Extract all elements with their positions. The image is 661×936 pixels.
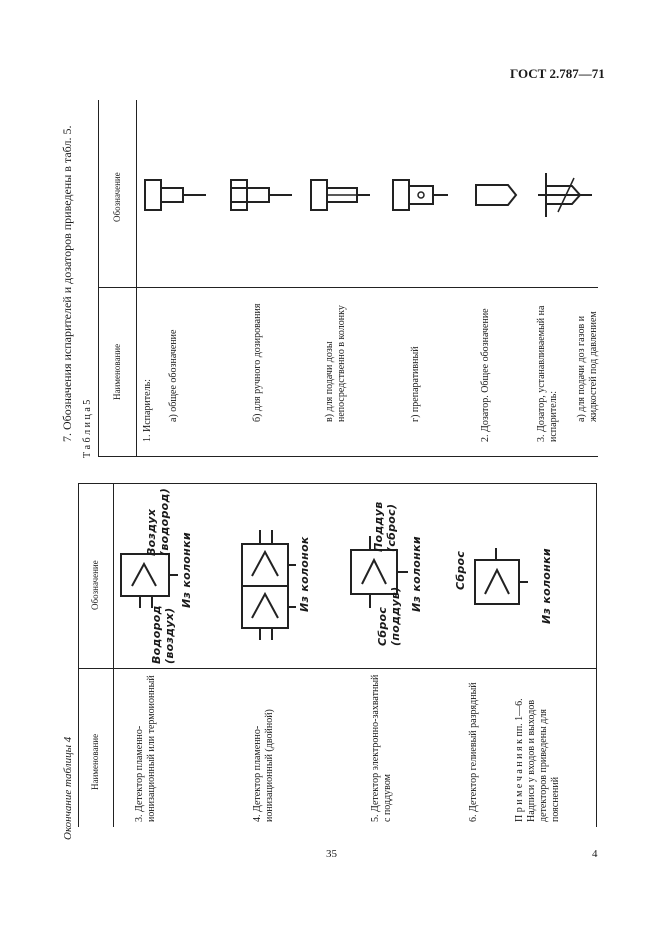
left-row-name-3: 3. Детектор пламенно-ионизационный или термоионный xyxy=(134,675,157,822)
right-row-1b: б) для ручного дозирования xyxy=(252,303,263,422)
left-col-symbol-header: Обозначение xyxy=(90,560,100,610)
detector-fid-double-symbol xyxy=(230,530,296,640)
left-row-name-4: 4. Детектор пламенно-ионизационный (двойной) xyxy=(252,709,275,822)
ecd-label-vent-paren: (сброс) xyxy=(385,503,398,552)
right-row-1g: г) препаративный xyxy=(410,346,421,422)
right-row-1: 1. Испаритель: xyxy=(142,379,153,442)
document-code: ГОСТ 2.787—71 xyxy=(510,66,605,81)
left-note: П р и м е ч а н и я к пп. 1—6. Надписи у входов и выходов детекторов приведены для пояснений xyxy=(514,698,561,822)
fid-label-hydrogen-paren: (водород) xyxy=(158,487,171,556)
ecd-label-purge-paren: (поддув) xyxy=(389,586,402,646)
right-page-number: 4 xyxy=(592,848,598,860)
doser-general-symbol xyxy=(474,182,522,208)
left-col-name-header: Наименование xyxy=(90,733,100,790)
left-row-name-5: 5. Детектор электронно-захватный с поддувом xyxy=(370,674,393,822)
evaporator-preparative-symbol xyxy=(388,176,460,214)
evaporator-direct-symbol xyxy=(306,176,378,214)
left-page-number: 35 xyxy=(326,848,337,860)
ecd-label-from-column: Из колонки xyxy=(410,536,423,612)
right-row-1a: а) общее обозначение xyxy=(168,329,179,422)
ecd-label-vent: Сброс xyxy=(376,606,389,646)
fid-double-label-from-columns: Из колонок xyxy=(298,536,311,612)
fid-label-from-column: Из колонки xyxy=(180,532,193,608)
helium-label-from-column: Из колонки xyxy=(540,548,553,624)
helium-label-vent: Сброс xyxy=(454,550,467,590)
right-row-2: 2. Дозатор. Общее обозначение xyxy=(480,308,491,442)
right-heading: 7. Обозначения испарителей и дозаторов приведены в табл. 5. xyxy=(60,125,74,442)
fid-label-hydrogen: Водород xyxy=(150,605,163,664)
fid-label-air: Воздух xyxy=(145,508,158,556)
evaporator-manual-symbol xyxy=(226,176,298,214)
left-row-name-6: 6. Детектор гелиевый разрядный xyxy=(468,682,479,822)
detector-helium-symbol xyxy=(470,548,528,610)
doser-on-evaporator-symbol xyxy=(536,170,594,220)
left-caption: Окончание таблицы 4 xyxy=(62,736,74,840)
table-label: Т а б л и ц а 5 xyxy=(82,399,93,458)
right-row-1v: в) для подачи дозы непосредственно в колонку xyxy=(324,305,347,422)
detector-fid-symbol xyxy=(118,548,178,608)
evaporator-general-symbol xyxy=(140,176,212,214)
ecd-label-purge: Поддув xyxy=(372,501,385,552)
right-col-symbol-header: Обозначение xyxy=(112,172,122,222)
right-row-3: 3. Дозатор, устанавливаемый на испаритель: xyxy=(536,305,559,442)
fid-label-air-paren: (воздух) xyxy=(163,607,176,664)
right-col-name-header: Наименование xyxy=(112,343,122,400)
right-row-3a: а) для подачи доз газов и жидкостей под давлением xyxy=(576,311,599,422)
